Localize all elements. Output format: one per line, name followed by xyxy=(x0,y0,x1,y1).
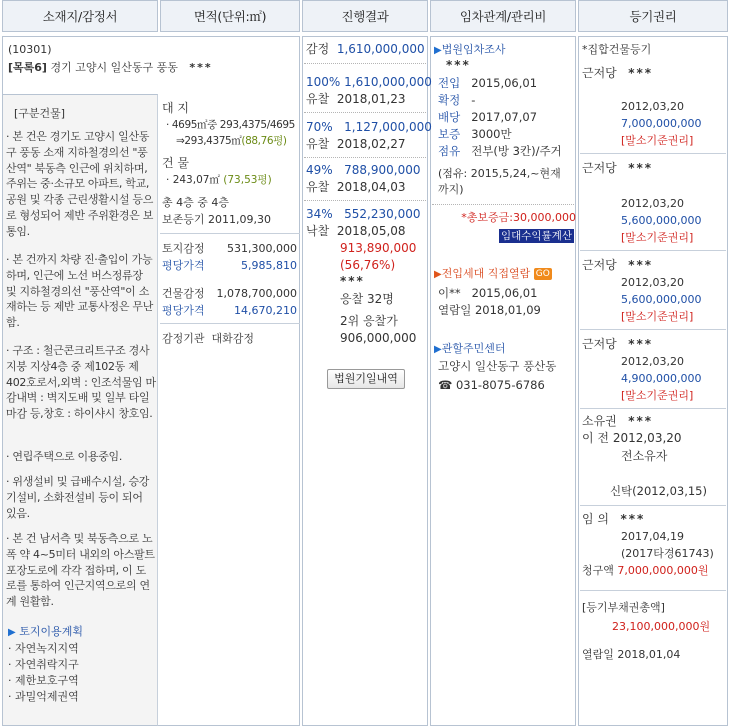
ownership-prev: 전소유자 xyxy=(621,449,668,463)
ownership-trust: 신탁(2012,03,15) xyxy=(609,484,707,498)
header-registry: 등기권리 xyxy=(578,0,728,32)
land-plan-item: · 자연취락지구 xyxy=(8,658,79,671)
tenancy-field: 확정 - xyxy=(438,93,476,107)
registry-view-date: 열람일 2018,01,04 xyxy=(582,648,681,661)
desc-paragraph: · 본 건 남서측 및 북동측으로 노폭 약 4~5미터 내외의 아스팔트포장도로에 각각 접하며, 이 도로를 통하여 인근지역으로의 연계 원활함. xyxy=(6,532,155,609)
building-area: · 243,07㎡ (73,53평) xyxy=(166,174,272,186)
progress-row-result: 낙찰 2018,05,08 xyxy=(306,224,406,238)
second-label: 2위 응찰가 xyxy=(340,314,398,328)
land-appraisal-label: 토지감정 xyxy=(162,242,205,255)
ownership-type: 소유권 *** xyxy=(582,414,654,428)
bldg-unit-value: 14,670,210 xyxy=(234,304,297,317)
moved-view-date: 열람일 2018,01,09 xyxy=(438,303,541,317)
total-claim-label: [등기부채권총액] xyxy=(582,601,665,614)
triangle-right-icon: ▶ xyxy=(434,344,442,355)
land-label: 대 지 xyxy=(162,101,189,115)
land-appraisal-value: 531,300,000 xyxy=(227,242,297,255)
center-title[interactable]: ▶관할주민센터 xyxy=(434,342,506,355)
address-masked: *** xyxy=(189,61,213,74)
header-area: 면적(단위:㎡) xyxy=(160,0,300,32)
desc-paragraph: · 본 건은 경기도 고양시 일산동구 풍동 소재 지하철경의선 "풍산역" 북동측 인근에 위치하며, 주위는 중·소규모 아파트, 학교, 공원 및 각종 근린생활시설 등으로 형성되어 제반 주위환경은 보통임. xyxy=(6,130,154,238)
header-location: 소재지/감정서 xyxy=(2,0,158,32)
registry-entry-note: [말소기준권리] xyxy=(621,310,694,323)
postal-code: (10301) xyxy=(8,43,52,56)
sale-price: 913,890,000 xyxy=(340,241,417,255)
court-schedule-button[interactable]: 법원기일내역 xyxy=(327,369,405,389)
bldg-appraisal-label: 건물감정 xyxy=(162,287,205,300)
bldg-appraisal-value: 1,078,700,000 xyxy=(216,287,297,300)
header-progress: 진행결과 xyxy=(302,0,428,32)
tenancy-field: 보증 3000만 xyxy=(438,127,512,141)
registry-entry-type: 근저당 *** xyxy=(582,337,654,351)
registry-entry-note: [말소기준권리] xyxy=(621,389,694,402)
progress-row-result: 유찰 2018,01,23 xyxy=(306,92,406,106)
appraiser: 감정기관 대화감정 xyxy=(162,332,255,345)
land-pyeong: (88,76평) xyxy=(241,135,287,147)
land-plan-title[interactable]: ▶ 토지이용계획 xyxy=(8,625,83,638)
progress-row: 70% 1,127,000,000 xyxy=(306,120,432,134)
progress-row-result: 유찰 2018,02,27 xyxy=(306,137,406,151)
occupancy-note: (점유: 2015,5,24,~현재까지) xyxy=(438,167,561,196)
registry-entry-amount: 4,900,000,000 xyxy=(621,372,702,385)
registry-entry-date: 2012,03,20 xyxy=(621,100,684,113)
case-number: (2017타경61743) xyxy=(621,547,714,560)
registry-entry-date: 2012,03,20 xyxy=(621,355,684,368)
progress-row: 감정 1,610,000,000 xyxy=(306,42,425,56)
registry-entry-amount: 5,600,000,000 xyxy=(621,214,702,227)
list-tag: [목록6] xyxy=(8,61,47,74)
registry-entry-amount: 7,000,000,000 xyxy=(621,117,702,130)
registry-entry-date: 2012,03,20 xyxy=(621,276,684,289)
land-share: · 4695㎡중 293,4375/4695 xyxy=(166,119,295,131)
triangle-right-icon: ▶ xyxy=(8,627,16,638)
total-deposit: *총보증금:30,000,000 xyxy=(461,211,576,224)
registry-entry-note: [말소기준권리] xyxy=(621,134,694,147)
winner-masked: *** xyxy=(340,274,365,288)
floors: 총 4층 중 4층 xyxy=(162,196,229,209)
moved-household: 이** 2015,06,01 xyxy=(438,286,538,300)
registry-date: 보존등기 2011,09,30 xyxy=(162,213,271,226)
sale-ratio: (56,76%) xyxy=(340,258,396,272)
land-plan-item: · 과밀억제권역 xyxy=(8,690,79,703)
land-plan-item: · 자연녹지지역 xyxy=(8,642,79,655)
rent-yield-button[interactable]: 임대수익률계산 xyxy=(500,230,572,242)
registry-entry-type: 근저당 *** xyxy=(582,66,654,80)
progress-row: 100% 1,610,000,000 xyxy=(306,75,432,89)
ownership-transfer: 이 전 2012,03,20 xyxy=(582,431,682,445)
tenant-masked: *** xyxy=(446,58,471,72)
registry-heading: *집합건물등기 xyxy=(582,43,652,56)
address: 경기 고양시 일산동구 풍동 xyxy=(50,61,178,74)
desc-paragraph: · 본 건까지 차량 진·출입이 가능하며, 인근에 노선 버스정류장 및 지하철경의선 "풍산역"이 소재하는 등 제반 교통사정은 무난함. xyxy=(6,253,154,330)
building-pyeong: (73,53평) xyxy=(223,174,272,186)
progress-row: 49% 788,900,000 xyxy=(306,163,421,177)
desc-paragraph: · 구조 : 철근콘크리트구조 경사지붕 지상4층 중 제102동 제402호로서,외벽 : 인조석물임 마감내벽 : 벽지도배 및 일부 타일마감 등,창호 : 하이샤시 창호임. xyxy=(6,344,156,421)
tenancy-field: 전입 2015,06,01 xyxy=(438,76,538,90)
registry-entry-type: 근저당 *** xyxy=(582,258,654,272)
center-phone: ☎ 031-8075-6786 xyxy=(438,378,545,392)
building-label: 건 물 xyxy=(162,156,189,170)
land-plan-item: · 제한보호구역 xyxy=(8,674,79,687)
moved-household-title[interactable]: ▶전입세대 직접열람 GO xyxy=(434,267,550,280)
court-tenancy-title[interactable]: ▶법원임차조사 xyxy=(434,43,506,56)
total-claim-amount: 23,100,000,000원 xyxy=(612,620,711,633)
triangle-right-icon: ▶ xyxy=(434,269,442,280)
section-title: [구분건물] xyxy=(14,107,66,120)
center-address: 고양시 일산동구 풍산동 xyxy=(438,359,557,373)
second-price: 906,000,000 xyxy=(340,331,417,345)
registry-entry-date: 2012,03,20 xyxy=(621,197,684,210)
header-tenancy: 임차관계/관리비 xyxy=(430,0,576,32)
desc-paragraph: · 연립주택으로 이용중임. xyxy=(6,450,123,463)
triangle-right-icon: ▶ xyxy=(434,45,442,56)
progress-row-result: 유찰 2018,04,03 xyxy=(306,180,406,194)
tenancy-field: 배당 2017,07,07 xyxy=(438,110,538,124)
bldg-unit-label: 평당가격 xyxy=(162,304,205,317)
registry-entry-amount: 5,600,000,000 xyxy=(621,293,702,306)
land-share-result: ⇒293,4375㎡(88,76평) xyxy=(176,135,287,147)
desc-paragraph: · 위생설비 및 급배수시설, 승강기설비, 소화전설비 등이 되어 있음. xyxy=(6,475,150,520)
address-line xyxy=(8,60,213,75)
land-unit-label: 평당가격 xyxy=(162,259,205,272)
land-unit-value: 5,985,810 xyxy=(241,259,297,272)
registry-entry-type: 근저당 *** xyxy=(582,161,654,175)
bidders: 응찰 32명 xyxy=(340,292,394,306)
go-badge[interactable]: GO xyxy=(535,269,550,279)
claim: 청구액 7,000,000,000원 xyxy=(582,564,709,577)
tenancy-field: 점유 전부(방 3칸)/주거 xyxy=(438,144,562,158)
progress-row: 34% 552,230,000 xyxy=(306,207,421,221)
phone-icon: ☎ xyxy=(438,378,453,392)
voluntary-type: 임 의 *** xyxy=(582,512,646,526)
registry-entry-note: [말소기준권리] xyxy=(621,231,694,244)
voluntary-date: 2017,04,19 xyxy=(621,530,684,543)
